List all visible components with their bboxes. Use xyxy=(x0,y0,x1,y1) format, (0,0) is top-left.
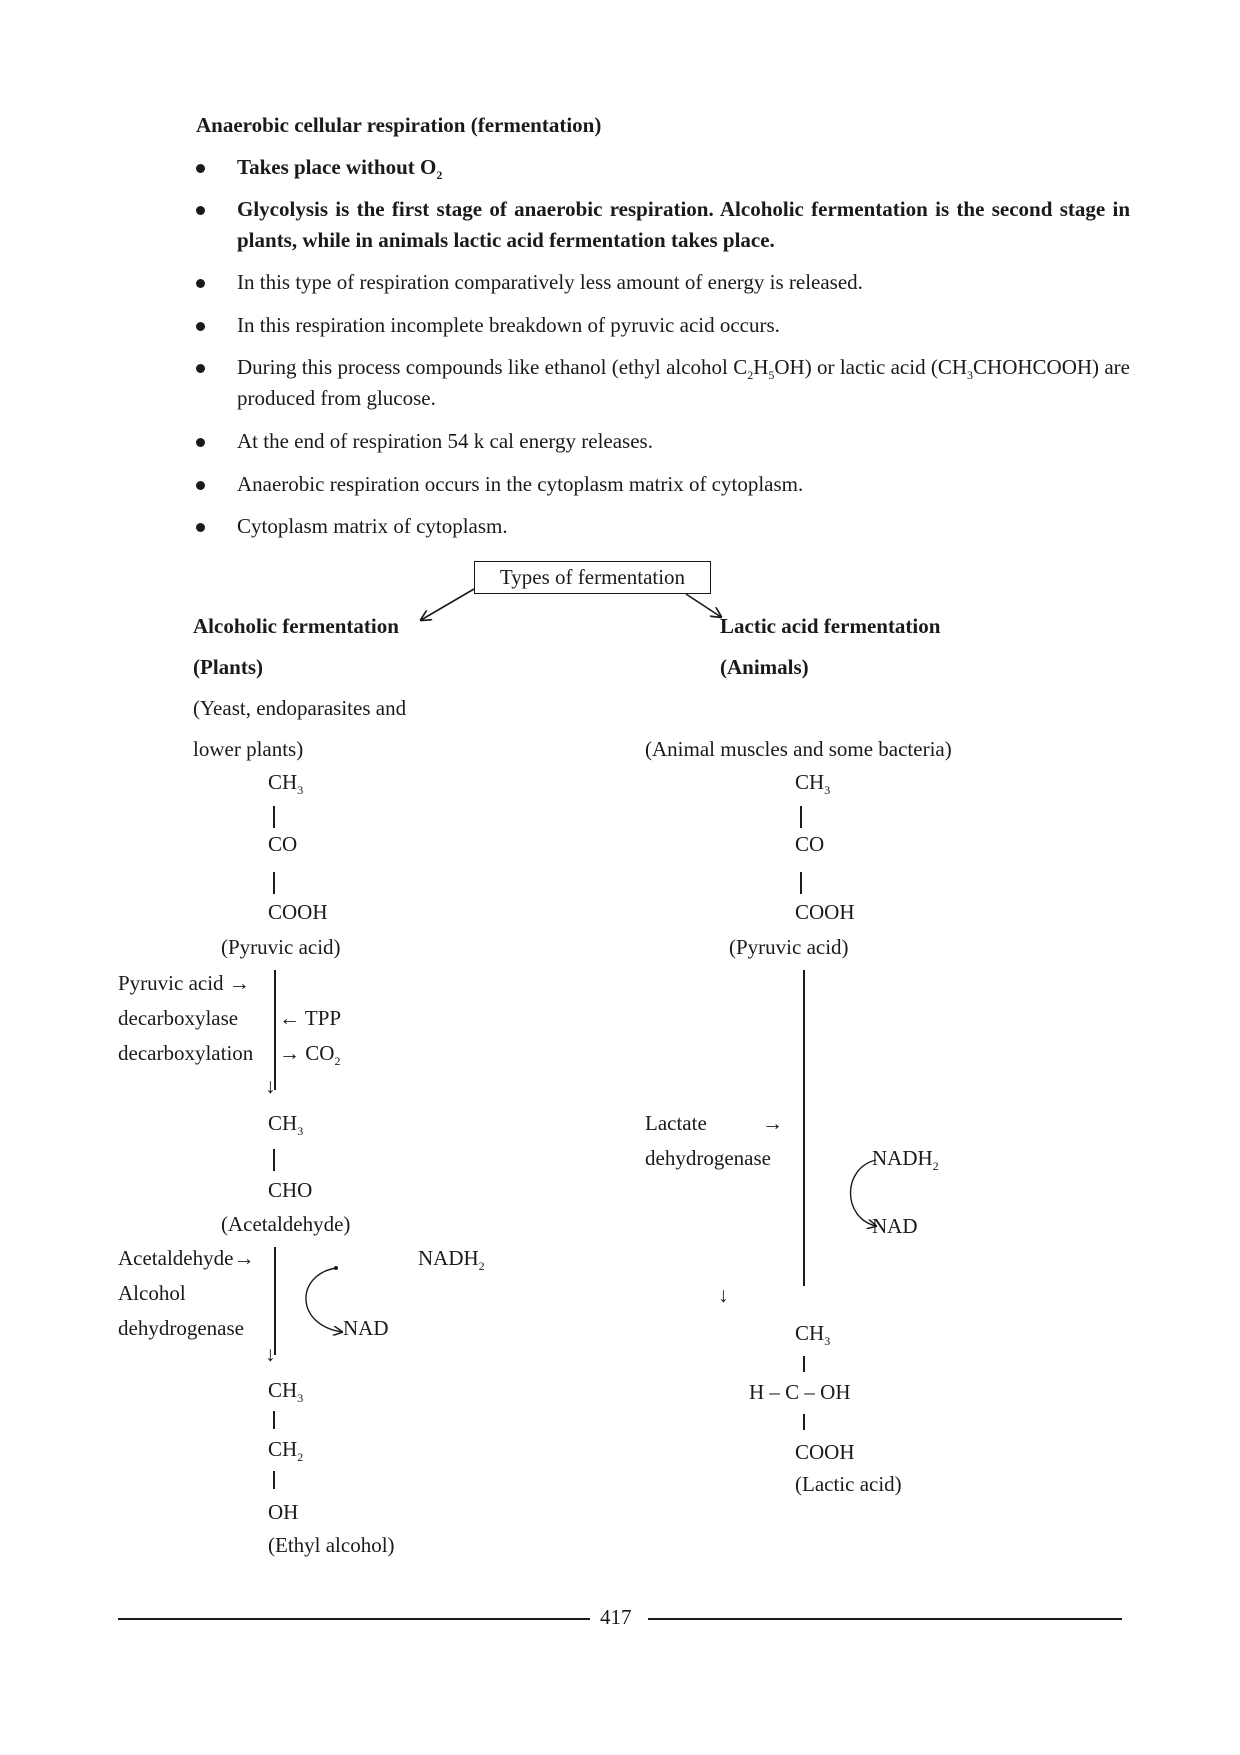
down-arrow-icon: ↓ xyxy=(718,1283,729,1307)
lactic-fermentation-title: Lactic acid fermentation xyxy=(720,614,941,638)
bullet-6: At the end of respiration 54 k cal energy releases. xyxy=(237,429,653,453)
ch-sub: 3 xyxy=(297,1124,304,1138)
left-flow-line-1 xyxy=(274,970,276,1090)
lactic-ch3 xyxy=(795,1321,830,1346)
right-pyruvic-ch3 xyxy=(795,770,830,795)
ch-text: CH xyxy=(268,1111,298,1135)
left-pyruvic-cooh: COOH xyxy=(268,900,328,924)
bullet-5-sub: 5 xyxy=(768,368,775,382)
ch-text: CH xyxy=(795,1321,825,1345)
ch-text: CH xyxy=(268,1378,298,1402)
bond-line xyxy=(803,1356,805,1372)
left-pyruvic-ch3 xyxy=(268,770,303,795)
lactate-arrow: → xyxy=(762,1111,783,1135)
bond-line xyxy=(803,1414,805,1430)
right-pyruvic-co: CO xyxy=(795,832,825,856)
ch-sub: 3 xyxy=(297,783,304,797)
footer-rule-right xyxy=(648,1618,1122,1620)
types-of-fermentation-box: Types of fermentation xyxy=(474,561,711,594)
bond-line xyxy=(273,872,275,894)
lactic-hcoh: H – C – OH xyxy=(749,1380,851,1404)
step1-label-1: Pyruvic acid → xyxy=(118,971,250,995)
step1-label-2: decarboxylase xyxy=(118,1006,239,1030)
lactate-label-1: Lactate xyxy=(645,1111,707,1135)
bond-line xyxy=(800,806,802,828)
right-pyruvic-name: (Pyruvic acid) xyxy=(729,935,849,959)
step1-label-3: decarboxylation xyxy=(118,1041,254,1065)
ethanol-oh: OH xyxy=(268,1500,299,1524)
right-pyruvic-cooh: COOH xyxy=(795,900,855,924)
step2-label-2: Alcohol xyxy=(118,1281,186,1305)
alcoholic-note-2: lower plants) xyxy=(193,737,304,761)
nadh-text: NADH xyxy=(418,1246,479,1270)
step2-label-3: dehydrogenase xyxy=(118,1316,244,1340)
right-flow-line xyxy=(803,970,805,1286)
ch-text: CH xyxy=(795,770,825,794)
bullet-1-text: Takes place without O xyxy=(237,155,437,179)
bullet-2: Glycolysis is the first stage of anaerobic respiration. Alcoholic fermentation is the second stage in plants, while in animals lactic acid fermentation takes place. xyxy=(237,197,1130,252)
bond-line xyxy=(273,1149,275,1171)
lactic-cooh: COOH xyxy=(795,1440,855,1464)
section-heading: Anaerobic cellular respiration (fermentation) xyxy=(196,113,602,137)
left-nadh2 xyxy=(418,1246,485,1271)
bond-line xyxy=(800,872,802,894)
bond-line xyxy=(273,1411,275,1429)
arrow-to-alcoholic xyxy=(421,589,474,620)
bullet-4: In this respiration incomplete breakdown of pyruvic acid occurs. xyxy=(237,313,780,337)
left-flow-line-2 xyxy=(274,1247,276,1355)
ch-sub: 2 xyxy=(297,1450,304,1464)
page-number: 417 xyxy=(600,1605,632,1629)
ch-sub: 3 xyxy=(824,1334,831,1348)
ethanol-name: (Ethyl alcohol) xyxy=(268,1533,395,1557)
tpp-input: ← TPP xyxy=(279,1006,342,1030)
left-nad: NAD xyxy=(343,1316,389,1340)
alcoholic-fermentation-title: Alcoholic fermentation xyxy=(193,614,399,638)
down-arrow-icon: ↓ xyxy=(265,1074,276,1098)
ch-sub: 3 xyxy=(297,1391,304,1405)
right-nadh2 xyxy=(872,1146,939,1171)
alcoholic-subtitle: (Plants) xyxy=(193,655,263,679)
down-arrow-icon: ↓ xyxy=(265,1342,276,1366)
lactic-acid-name: (Lactic acid) xyxy=(795,1472,902,1496)
nad-curve-left xyxy=(306,1268,342,1332)
bond-line xyxy=(273,806,275,828)
acetaldehyde-cho: CHO xyxy=(268,1178,313,1202)
bullet-7: Anaerobic respiration occurs in the cytoplasm matrix of cytoplasm. xyxy=(237,472,804,496)
right-nad: NAD xyxy=(872,1214,918,1238)
nadh-sub: 2 xyxy=(932,1159,939,1173)
co2-sub: 2 xyxy=(334,1054,341,1068)
bullet-8: Cytoplasm matrix of cytoplasm. xyxy=(237,514,508,538)
left-pyruvic-co: CO xyxy=(268,832,298,856)
bullet-3: In this type of respiration comparatively less amount of energy is released. xyxy=(237,270,863,294)
bond-line xyxy=(273,1471,275,1489)
bullet-5-sub: 2 xyxy=(747,368,754,382)
nadh-sub: 2 xyxy=(478,1259,485,1273)
lactate-label-2: dehydrogenase xyxy=(645,1146,771,1170)
ch-text: CH xyxy=(268,770,298,794)
acetaldehyde-ch3 xyxy=(268,1111,303,1136)
bullet-5-part: H xyxy=(753,355,769,379)
bullet-5-part: CHOHCOOH) are produced from glucose. xyxy=(237,355,1130,410)
bullet-5-part: During this process compounds like ethanol (ethyl alcohol C xyxy=(237,355,748,379)
acetaldehyde-name: (Acetaldehyde) xyxy=(221,1212,351,1236)
co2-text: → CO xyxy=(279,1041,335,1065)
bullet-5-part: OH) or lactic acid (CH xyxy=(774,355,968,379)
left-pyruvic-name: (Pyruvic acid) xyxy=(221,935,341,959)
ch-sub: 3 xyxy=(824,783,831,797)
co2-output xyxy=(279,1041,340,1066)
step2-label-1: Acetaldehyde→ xyxy=(118,1246,255,1270)
arrow-to-lactic xyxy=(686,594,721,617)
footer-rule-left xyxy=(118,1618,590,1620)
nadh-text: NADH xyxy=(872,1146,933,1170)
ethanol-ch3 xyxy=(268,1378,303,1403)
bullet-1-sub: 2 xyxy=(436,168,443,182)
lactic-note: (Animal muscles and some bacteria) xyxy=(645,737,952,761)
ch-text: CH xyxy=(268,1437,298,1461)
lactic-subtitle: (Animals) xyxy=(720,655,809,679)
alcoholic-note-1: (Yeast, endoparasites and xyxy=(193,696,407,720)
bullet-5-sub: 3 xyxy=(967,368,974,382)
ethanol-ch2 xyxy=(268,1437,303,1462)
